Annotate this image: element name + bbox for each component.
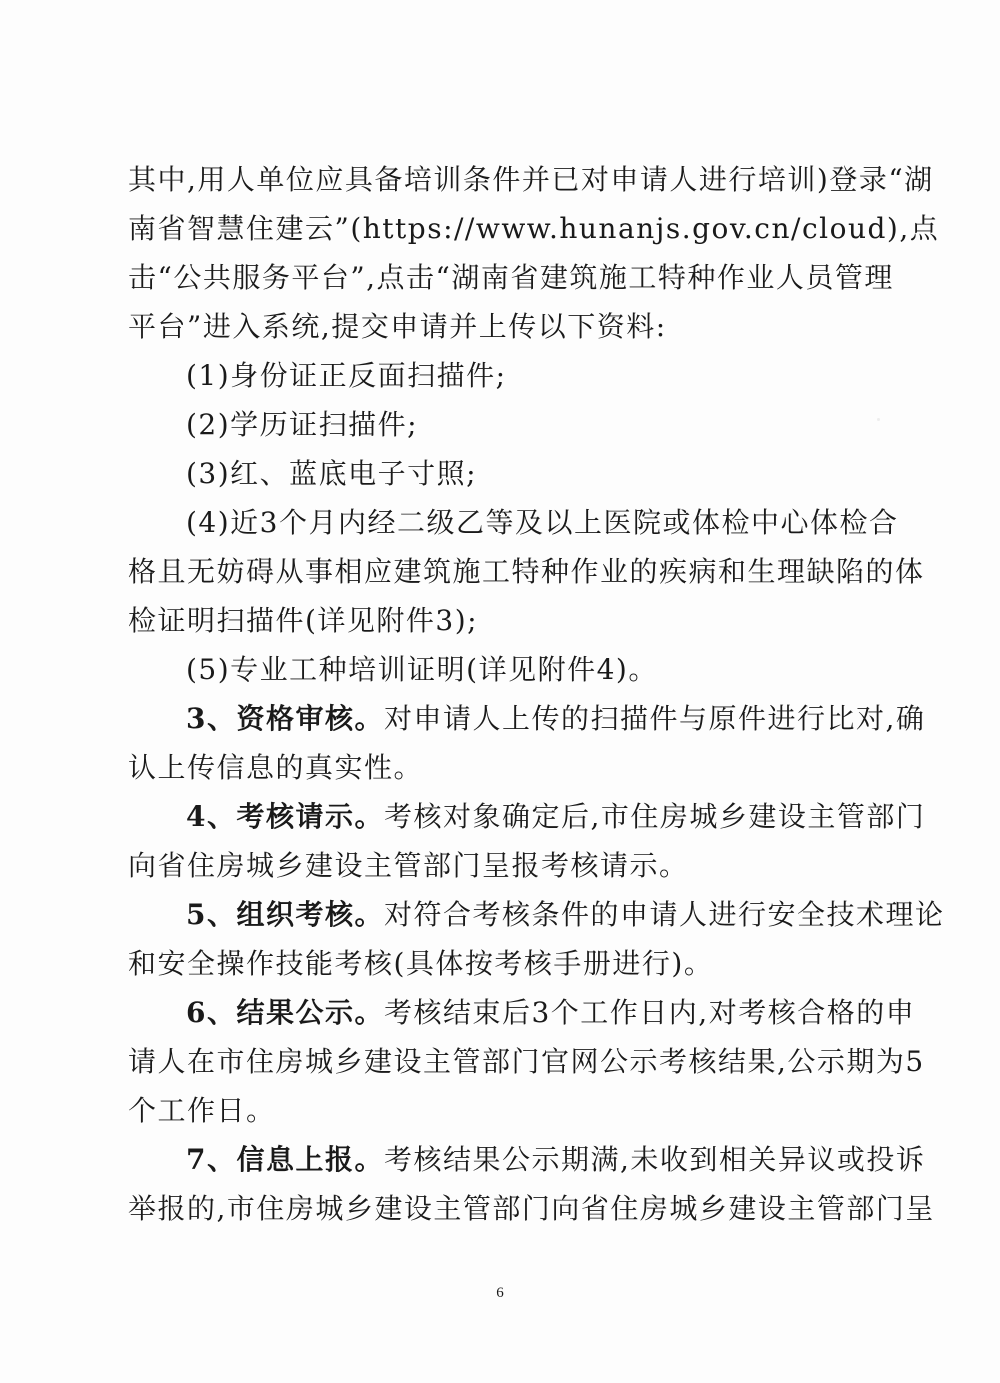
paragraph-line: 击“公共服务平台”,点击“湖南省建筑施工特种作业人员管理 <box>128 261 894 294</box>
section-line: 和安全操作技能考核(具体按考核手册进行)。 <box>128 947 714 980</box>
list-item-continuation: 检证明扫描件(详见附件3); <box>128 604 479 637</box>
page-number: 6 <box>496 1285 504 1301</box>
list-item: (4)近3个月内经二级乙等及以上医院或体检中心体检合 <box>186 506 899 539</box>
section-heading: 5、组织考核。 <box>186 898 384 931</box>
section-heading: 6、结果公示。 <box>186 996 384 1029</box>
scan-speck <box>877 418 880 421</box>
section-heading: 3、资格审核。 <box>186 702 384 735</box>
section-line: 个工作日。 <box>128 1094 276 1127</box>
section-line: 认上传信息的真实性。 <box>128 751 424 784</box>
list-item: (2)学历证扫描件; <box>186 408 419 441</box>
section-heading: 7、信息上报。 <box>186 1143 384 1176</box>
list-item: (5)专业工种培训证明(详见附件4)。 <box>186 653 658 686</box>
section-line: 向省住房城乡建设主管部门呈报考核请示。 <box>128 849 689 882</box>
paragraph-line: 其中,用人单位应具备培训条件并已对申请人进行培训)登录“湖 <box>128 163 934 196</box>
section-line: 6、结果公示。考核结束后3个工作日内,对考核合格的申 <box>186 996 916 1029</box>
section-line: 举报的,市住房城乡建设主管部门向省住房城乡建设主管部门呈 <box>128 1192 935 1225</box>
list-item: (1)身份证正反面扫描件; <box>186 359 507 392</box>
section-line: 4、考核请示。考核对象确定后,市住房城乡建设主管部门 <box>186 800 926 833</box>
body-text <box>128 155 945 1233</box>
paragraph-line: 平台”进入系统,提交申请并上传以下资料: <box>128 310 667 343</box>
section-heading: 4、考核请示。 <box>186 800 384 833</box>
list-item: (3)红、蓝底电子寸照; <box>186 457 478 490</box>
section-line: 7、信息上报。考核结果公示期满,未收到相关异议或投诉 <box>186 1143 926 1176</box>
section-line: 5、组织考核。对符合考核条件的申请人进行安全技术理论 <box>186 898 945 931</box>
section-line: 请人在市住房城乡建设主管部门官网公示考核结果,公示期为5 <box>128 1045 925 1078</box>
section-line: 3、资格审核。对申请人上传的扫描件与原件进行比对,确 <box>186 702 926 735</box>
list-item-continuation: 格且无妨碍从事相应建筑施工特种作业的疾病和生理缺陷的体 <box>128 555 925 588</box>
paragraph-line: 南省智慧住建云”(https://www.hunanjs.gov.cn/cloud),点 <box>128 212 940 245</box>
